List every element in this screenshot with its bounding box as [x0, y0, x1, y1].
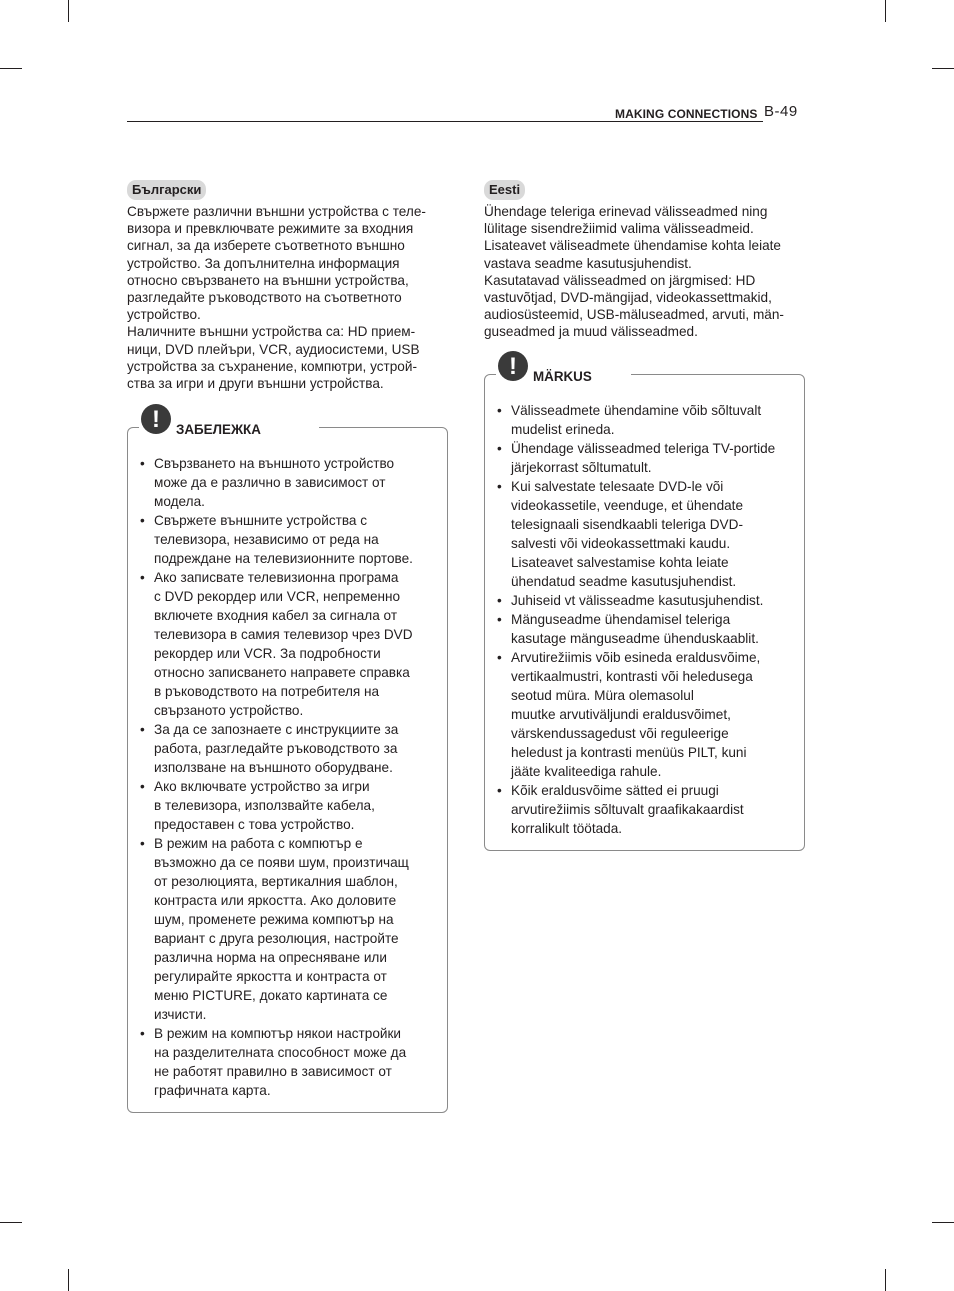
intro-text: Свържете различни външни устройства с теле- визора и превключвате режимите за входния сигнал, за да изберете съответното външно устройство. За допълнителна информация относно свързването на външни устройства, разгледайте ръководството на съответното устройство. Наличните външни устройства са: HD прием- ници, DVD плейъри, VCR, аудиосистеми, USB устройства за съхранение, компютри, устрой- ства за игри и други външни устройства. [127, 204, 426, 392]
note-title: MÄRKUS [533, 368, 592, 384]
note-section [484, 352, 805, 851]
crop-mark [0, 1222, 22, 1223]
list-item: • В режим на компютър някои настройки на разделителната способност може да не работят правилно в зависимост от графичната карта. [140, 1024, 435, 1100]
header-divider [127, 121, 763, 122]
note-box [484, 374, 805, 851]
list-item: • Kõik eraldusvõime sätted ei pruugi arvutirežiimis sõltuvalt graafikakaardist korralikult töötada. [497, 781, 792, 838]
crop-mark [932, 1222, 954, 1223]
intro-text: Ühendage teleriga erinevad välisseadmed ning lülitage sisendrežiimid valima välisseadmeid. Lisateavet väliseadmete ühendamise kohta leiate vastava seadme kasutusjuhendist. Kasutatavad välisseadmed on järgmised: HD vastuvõtjad, DVD-mängijad, videokassettmakid, audiosüsteemid, USB-mäluseadmed, arvuti, män- guseadmed ja muud välisseadmed. [484, 204, 784, 340]
crop-mark [885, 0, 886, 22]
list-item: • Свържете външните устройства с телевизора, независимо от реда на подреждане на телевизионните портове. [140, 511, 435, 568]
list-item: • За да се запознаете с инструкциите за работа, разгледайте ръководството за използване на външното оборудване. [140, 720, 435, 777]
list-item: • Juhiseid vt välisseadme kasutusjuhendist. [497, 591, 792, 610]
list-item: • В режим на работа с компютър е възможно да се появи шум, произтичащ от резолюцията, вертикалния шаблон, контраста или яркостта. Ако доловите шум, променете режима компютър на вариант с друга резолюция, настройте различна норма на опресняване или регулирайте яркостта и контраста от меню PICTURE, докато картината се изчисти. [140, 834, 435, 1024]
note-title: ЗАБЕЛЕЖКА [176, 422, 261, 438]
list-item: • Mänguseadme ühendamisel teleriga kasutage mänguseadme ühenduskaablit. [497, 610, 792, 648]
list-item: • Arvutirežiimis võib esineda eraldusvõime, vertikaalmustri, kontrasti või heledusega seotud müra. Müra olemasolul muutke arvutiväljundi eraldusvõimet, värskendussagedust või reguleerige heledust ja kontrasti menüüs PILT, kuni jääte kvaliteediga rahule. [497, 648, 792, 781]
note-box [127, 427, 448, 1113]
exclamation-icon: ! [498, 351, 528, 381]
list-item: • Välisseadmete ühendamine võib sõltuvalt mudelist erineda. [497, 401, 792, 439]
column-estonian [484, 180, 805, 851]
list-item: • Ако включвате устройство за игри в телевизора, използвайте кабела, предоставен с това устройство. [140, 777, 435, 834]
crop-mark [68, 1269, 69, 1291]
crop-mark [68, 0, 69, 22]
crop-mark [932, 68, 954, 69]
language-badge: Български [127, 180, 206, 200]
list-item: • Ühendage välisseadmed teleriga TV-portide järjekorrast sõltumatult. [497, 439, 792, 477]
section-title: MAKING CONNECTIONS [615, 107, 758, 121]
exclamation-icon: ! [141, 404, 171, 434]
note-list [140, 454, 435, 1100]
list-item: • Ако записвате телевизионна програма с DVD рекордер или VCR, непременно включете входния кабел за сигнала от телевизора в самия телевизор чрез DVD рекордер или VCR. За подробности относно записването направете справка в ръководството на потребителя на свързаното устройство. [140, 568, 435, 720]
column-bulgarian [127, 180, 448, 1113]
list-item: • Kui salvestate telesaate DVD-le või videokassetile, veenduge, et ühendate telesignaali sisendkaabli teleriga DVD- salvesti või videokassettmaki kaudu. Lisateavet salvestamise kohta leiate ühendatud seadme kasutusjuhendist. [497, 477, 792, 591]
list-item: • Свързването на външното устройство може да е различно в зависимост от модела. [140, 454, 435, 511]
note-list [497, 401, 792, 838]
page-number: B-49 [764, 103, 798, 120]
crop-mark [885, 1269, 886, 1291]
language-badge: Eesti [484, 180, 525, 200]
crop-mark [0, 68, 22, 69]
note-section [127, 406, 448, 1113]
